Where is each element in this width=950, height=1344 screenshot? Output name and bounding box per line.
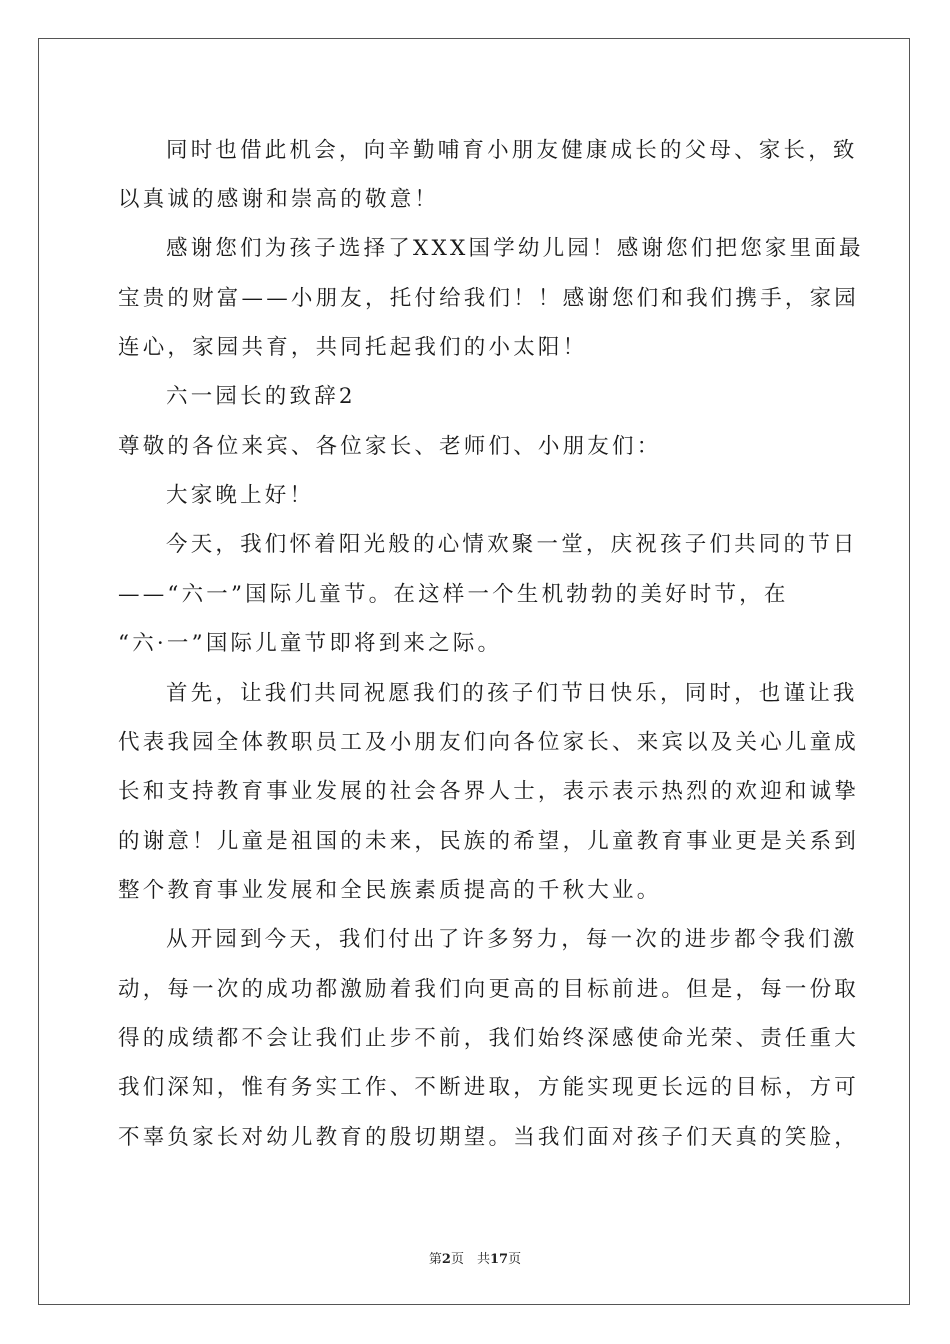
text-line: 首先，让我们共同祝愿我们的孩子们节日快乐，同时，也谨让我 [166, 681, 858, 706]
text-line: 的谢意！儿童是祖国的未来，民族的希望，儿童教育事业更是关系到 [118, 829, 860, 854]
text-line: “六·一”国际儿童节即将到来之际。 [118, 631, 503, 656]
salutation: 尊敬的各位来宾、各位家长、老师们、小朋友们： [118, 434, 662, 459]
text-line: 从开园到今天，我们付出了许多努力，每一次的进步都令我们激 [166, 927, 858, 952]
text-line: 不辜负家长对幼儿教育的殷切期望。当我们面对孩子们天真的笑脸， [118, 1125, 860, 1150]
section-heading: 六一园长的致辞2 [166, 384, 356, 409]
text-line: 今天，我们怀着阳光般的心情欢聚一堂，庆祝孩子们共同的节日 [166, 532, 858, 557]
footer-total-pages: 17 [489, 1252, 509, 1267]
text-line: 连心，家园共育，共同托起我们的小太阳！ [118, 335, 588, 360]
text-line: 代表我园全体教职员工及小朋友们向各位家长、来宾以及关心儿童成 [118, 730, 860, 755]
text-line: 同时也借此机会，向辛勤哺育小朋友健康成长的父母、家长，致 [166, 138, 858, 163]
text-line: 整个教育事业发展和全民族素质提高的千秋大业。 [118, 878, 662, 903]
text-line: 得的成绩都不会让我们止步不前，我们始终深感使命光荣、责任重大 [118, 1026, 860, 1051]
footer-suffix: 页 [508, 1252, 522, 1267]
text-line: 感谢您们为孩子选择了XXX国学幼儿园！感谢您们把您家里面最 [166, 236, 864, 261]
footer-current-page: 2 [441, 1252, 451, 1267]
text-line: 长和支持教育事业发展的社会各界人士，表示表示热烈的欢迎和诚挚 [118, 779, 860, 804]
text-line: 宝贵的财富——小朋友，托付给我们！！感谢您们和我们携手，家园 [118, 286, 860, 311]
page-number-footer [0, 1248, 950, 1267]
greeting: 大家晚上好！ [166, 483, 315, 508]
text-line: ——“六一”国际儿童节。在这样一个生机勃勃的美好时节，在 [118, 582, 789, 607]
text-line: 以真诚的感谢和崇高的敬意！ [118, 187, 440, 212]
text-line: 我们深知，惟有务实工作、不断进取，方能实现更长远的目标，方可 [118, 1075, 860, 1100]
page-border [38, 38, 910, 1305]
text-line: 动，每一次的成功都激励着我们向更高的目标前进。但是，每一份取 [118, 977, 860, 1002]
footer-prefix: 第 [428, 1252, 442, 1267]
footer-mid: 页 共 [450, 1252, 490, 1267]
